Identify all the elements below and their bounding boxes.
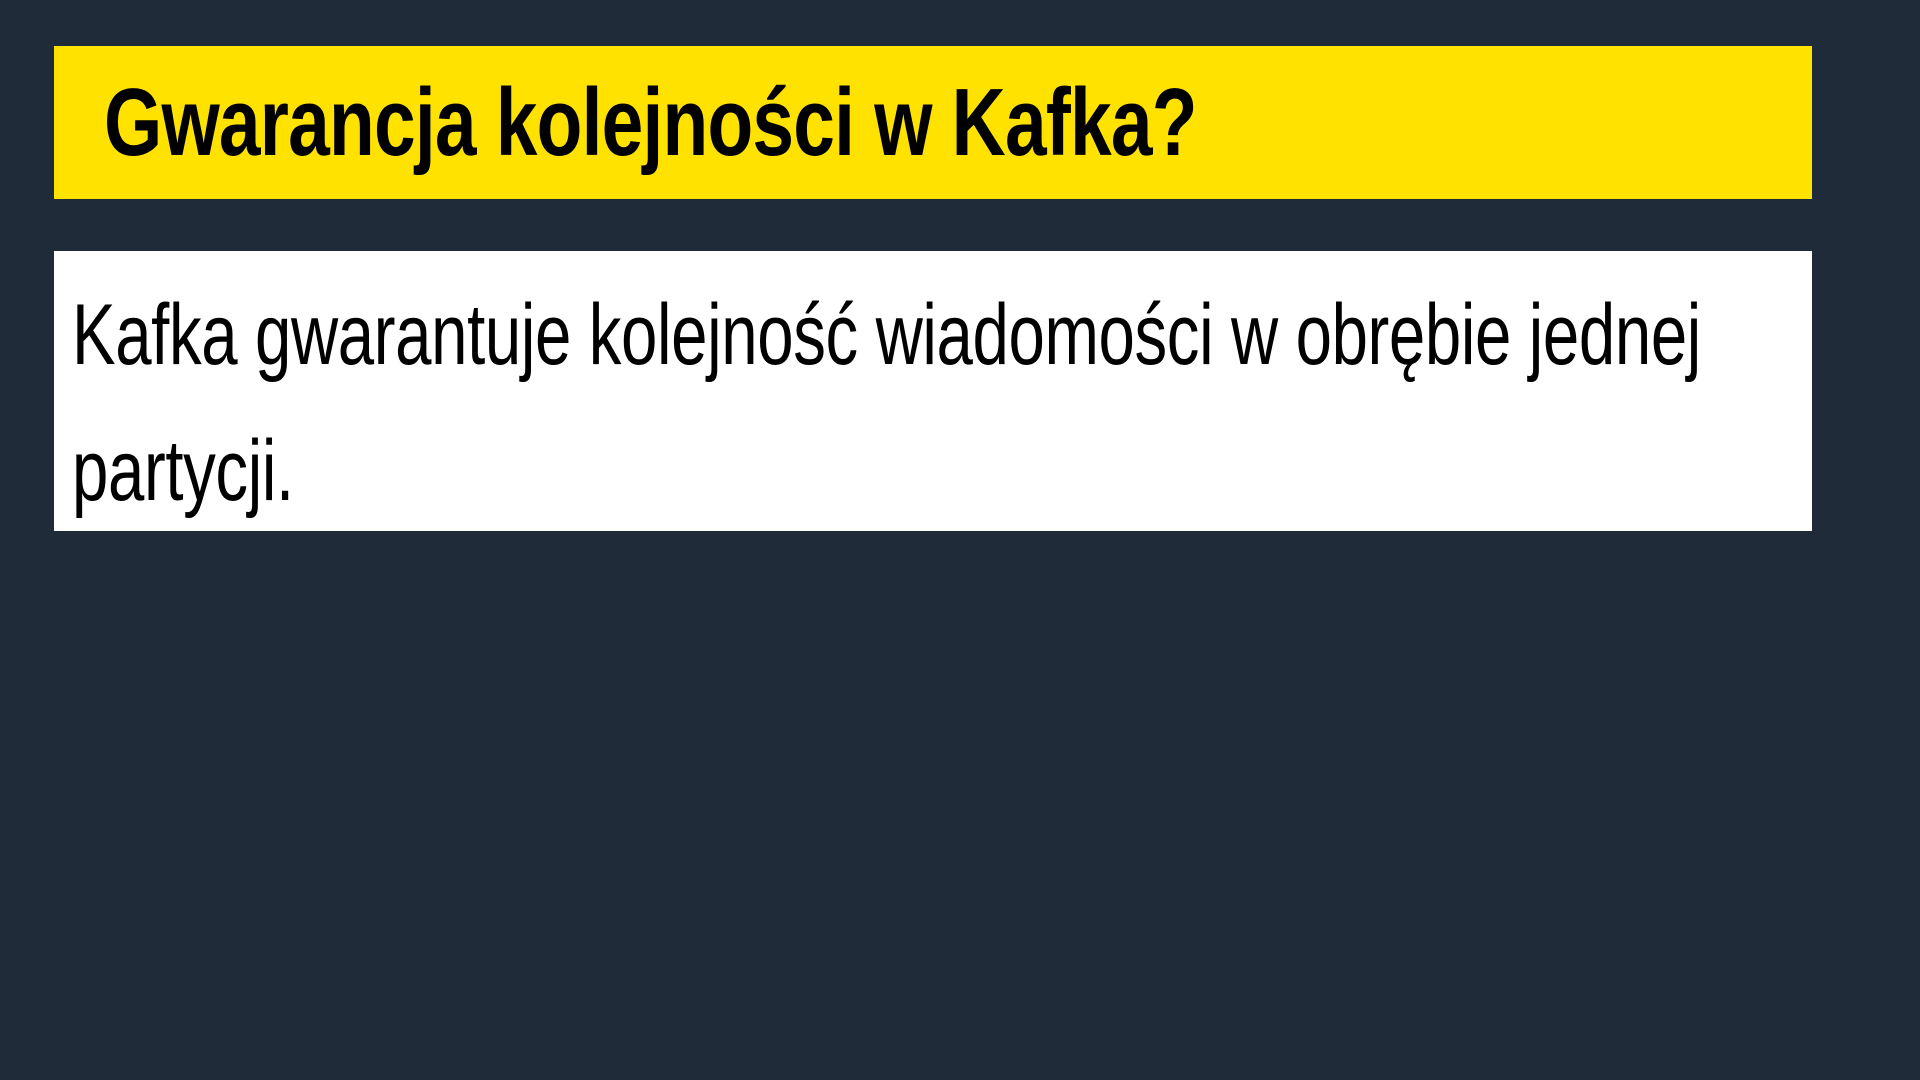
title-banner bbox=[54, 46, 1812, 199]
content-box bbox=[54, 251, 1812, 531]
slide-title: Gwarancja kolejności w Kafka? bbox=[104, 68, 1197, 176]
slide-body-text: Kafka gwarantuje kolejność wiadomości w obrębie jednej partycji. bbox=[72, 287, 1701, 519]
